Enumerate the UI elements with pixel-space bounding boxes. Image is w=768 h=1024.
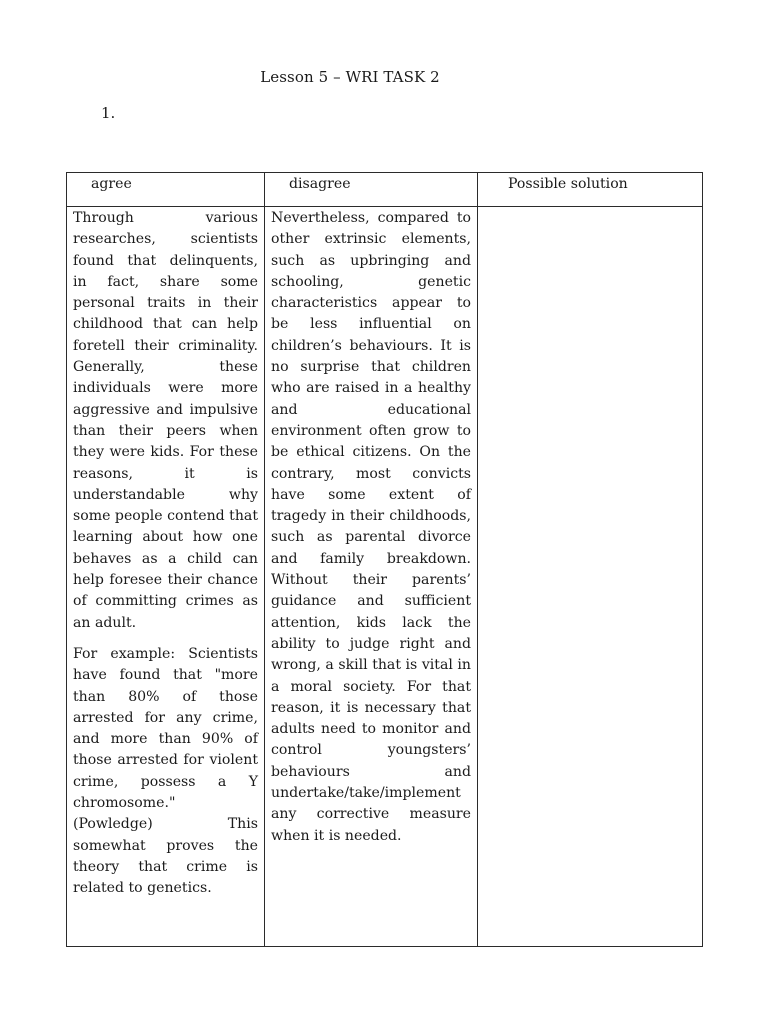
table-header-row <box>67 173 703 207</box>
header-agree-label: agree <box>91 176 132 192</box>
disagree-cell <box>265 207 478 947</box>
agree-cell <box>67 207 265 947</box>
disagree-paragraph-1: Nevertheless, compared to other extrinsic elements, such as upbringing and schooling, genetic characteristics appear to be less influential on children’s behaviours. It is no surprise that children who are raised in a healthy and educational environment often grow to be ethical citizens. On the contrary, most convicts have some extent of tragedy in their childhoods, such as parental divorce and family breakdown. Without their parents’ guidance and sufficient attention, kids lack the ability to judge right and wrong, a skill that is vital in a moral society. For that reason, it is necessary that adults need to monitor and control youngsters’ behaviours and undertake/take/implement any corrective measure when it is needed. <box>271 210 471 844</box>
agree-paragraph-2: For example: Scientists have found that "more than 80% of those arrested for any crime, and more than 90% of those arrested for violent crime, possess a Y chromosome." (Powledge) This somewhat proves the theory that crime is related to genetics. <box>73 645 258 897</box>
header-disagree <box>265 173 478 207</box>
header-possible-solution <box>478 173 703 207</box>
item-number: 1. <box>101 104 116 122</box>
document-title: Lesson 5 – WRI TASK 2 <box>260 68 440 86</box>
header-disagree-label: disagree <box>289 176 351 192</box>
header-possible-solution-label: Possible solution <box>508 176 628 192</box>
header-agree <box>67 173 265 207</box>
agree-paragraph-1: Through various researches, scientists found that delinquents, in fact, share some personal traits in their childhood that can help foretell their criminality. Generally, these individuals were more aggressive and impulsive than their peers when they were kids. For these reasons, it is understandable why some people contend that learning about how one behaves as a child can help foresee their chance of committing crimes as an adult. <box>73 210 258 631</box>
solution-cell <box>478 207 703 947</box>
task-table <box>66 172 703 947</box>
table-row <box>67 207 703 947</box>
